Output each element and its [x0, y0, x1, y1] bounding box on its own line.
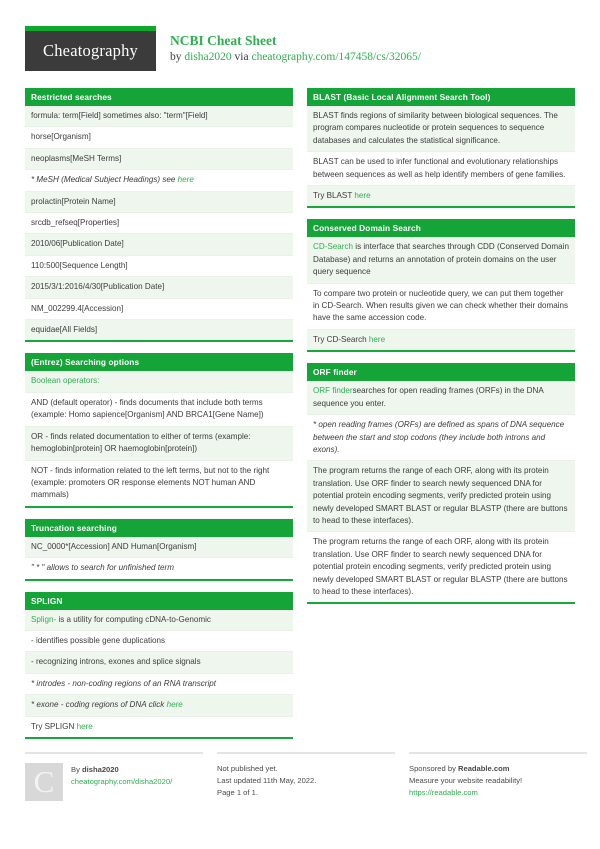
section-row: Try BLAST here [307, 186, 575, 206]
section-row: equidae[All Fields] [25, 320, 293, 340]
byline [170, 51, 421, 64]
section-title: (Entrez) Searching options [25, 353, 293, 371]
footer-author-url[interactable]: cheatography.com/disha2020/ [71, 777, 173, 787]
footer-sponsor-column [409, 752, 587, 801]
section-title: Conserved Domain Search [307, 219, 575, 237]
section-title: Restricted searches [25, 88, 293, 106]
sponsor-line [409, 763, 587, 775]
sponsor-url[interactable]: https://readable.com [409, 788, 478, 798]
inline-link[interactable]: here [166, 700, 183, 710]
section-row: srcdb_refseq[Properties] [25, 213, 293, 234]
section-row: OR - finds related documentation to either of terms (example: hemoglobin[protein] OR haemoglobin[protein]) [25, 427, 293, 461]
section-block [307, 219, 575, 352]
inline-link[interactable]: here [354, 191, 371, 201]
byline-source-link[interactable]: cheatography.com/147458/cs/32065/ [251, 51, 421, 63]
section-block [25, 592, 293, 739]
section-block [25, 353, 293, 507]
section-row: * exone - coding regions of DNA click here [25, 695, 293, 716]
section-row: * MeSH (Medical Subject Headings) see here [25, 170, 293, 191]
content-columns [25, 88, 575, 750]
logo-wordmark: Cheatography [43, 41, 138, 60]
right-column [307, 88, 575, 750]
section-row: * introdes - non-coding regions of an RNA transcript [25, 674, 293, 695]
section-row: " * " allows to search for unfinished term [25, 558, 293, 578]
section-row: Splign- is a utility for computing cDNA-to-Genomic [25, 610, 293, 631]
author-block [25, 763, 203, 801]
last-updated: Last updated 11th May, 2022. [217, 776, 317, 786]
section-row: BLAST finds regions of similarity between biological sequences. The program compares nucleotide or protein sequences to sequence databases and calculates the statistical significance. [307, 106, 575, 152]
publish-status: Not published yet. [217, 763, 278, 773]
section-block [25, 519, 293, 581]
section-row: ORF findersearches for open reading frames (ORFs) in the DNA sequence you enter. [307, 381, 575, 415]
section-title: ORF finder [307, 363, 575, 381]
section-row: NC_0000*[Accession] AND Human[Organism] [25, 537, 293, 558]
inline-link[interactable]: CD-Search [313, 242, 354, 252]
footer-author-column [25, 752, 203, 801]
inline-link[interactable]: here [368, 334, 386, 344]
sponsor-prefix: Sponsored by [409, 763, 458, 773]
inline-link[interactable]: Splign- [31, 614, 57, 624]
inline-link[interactable]: ORF finder [313, 386, 353, 396]
section-row: neoplasms[MeSH Terms] [25, 149, 293, 170]
section-block [307, 88, 575, 208]
section-row: formula: term[Field] sometimes also: "term"[Field] [25, 106, 293, 127]
sponsor-name: Readable.com [457, 763, 510, 773]
section-row: To compare two protein or nucleotide query, we can put them together in CD-Search. When results given we can check whether their domains have the same accession code. [307, 284, 575, 330]
section-block [307, 363, 575, 604]
cheatography-logo[interactable] [25, 26, 156, 71]
byline-via: via [231, 51, 252, 63]
section-row: NM_002299.4[Accession] [25, 299, 293, 320]
section-row [25, 371, 293, 392]
inline-link[interactable]: Boolean operators: [31, 376, 100, 386]
section-row: BLAST can be used to infer functional and evolutionary relationships between sequences as well as help identify members of gene families. [307, 152, 575, 186]
section-title: BLAST (Basic Local Alignment Search Tool) [307, 88, 575, 106]
section-title: SPLIGN [25, 592, 293, 610]
section-row: Try CD-Search here [307, 330, 575, 350]
by-label: By [71, 764, 82, 774]
header-titles [156, 26, 421, 64]
footer-meta-column [217, 752, 395, 801]
section-row: The program returns the range of each ORF, along with its protein translation. Use ORF finder to search newly sequenced DNA for potential protein encoding segments, verify predicted protein using newly developed SMART BLAST or regular BLASTP (there are buttons to head to these interfaces). [307, 461, 575, 532]
page-header [25, 26, 575, 78]
section-title: Truncation searching [25, 519, 293, 537]
section-row: 2010/06[Publication Date] [25, 234, 293, 255]
section-row: The program returns the range of each ORF, along with its protein translation. Use ORF finder to search newly sequenced DNA for potential protein encoding segments, verify predicted protein using newly developed SMART BLAST or regular BLASTP (there are buttons to head to these interfaces). [307, 532, 575, 602]
section-row: prolactin[Protein Name] [25, 192, 293, 213]
section-row: 110:500[Sequence Length] [25, 256, 293, 277]
section-row: CD-Search is interface that searches through CDD (Conserved Domain Database) and returns an annotation of protein domains on the user query sequence [307, 237, 575, 283]
section-row: * open reading frames (ORFs) are defined as spans of DNA sequence between the start and stop codons (they include both introns and exons). [307, 415, 575, 461]
author-name-line [71, 764, 172, 776]
page-title: NCBI Cheat Sheet [170, 33, 277, 48]
section-row: Try SPLIGN here [25, 717, 293, 737]
left-column [25, 88, 293, 750]
avatar: C [25, 763, 63, 801]
byline-author-link[interactable]: disha2020 [184, 51, 232, 63]
sponsor-tagline: Measure your website readability! [409, 776, 523, 786]
byline-prefix: by [170, 51, 185, 63]
author-lines [71, 763, 172, 801]
section-row: NOT - finds information related to the left terms, but not to the right (example: promoters OR response elements NOT human AND mammals) [25, 461, 293, 506]
page-footer [25, 752, 575, 801]
inline-link[interactable]: here [177, 175, 194, 185]
section-row: - identifies possible gene duplications [25, 631, 293, 652]
section-row: horse[Organism] [25, 127, 293, 148]
page-number: Page 1 of 1. [217, 788, 258, 798]
footer-author-name: disha2020 [81, 764, 119, 774]
section-row: AND (default operator) - finds documents that include both terms (example: Homo sapience[Organism] AND BRCA1[Gene Name]) [25, 393, 293, 427]
inline-link[interactable]: here [76, 721, 93, 731]
section-block [25, 88, 293, 342]
section-row: - recognizing introns, exones and splice signals [25, 652, 293, 673]
section-row: 2015/3/1:2016/4/30[Publication Date] [25, 277, 293, 298]
